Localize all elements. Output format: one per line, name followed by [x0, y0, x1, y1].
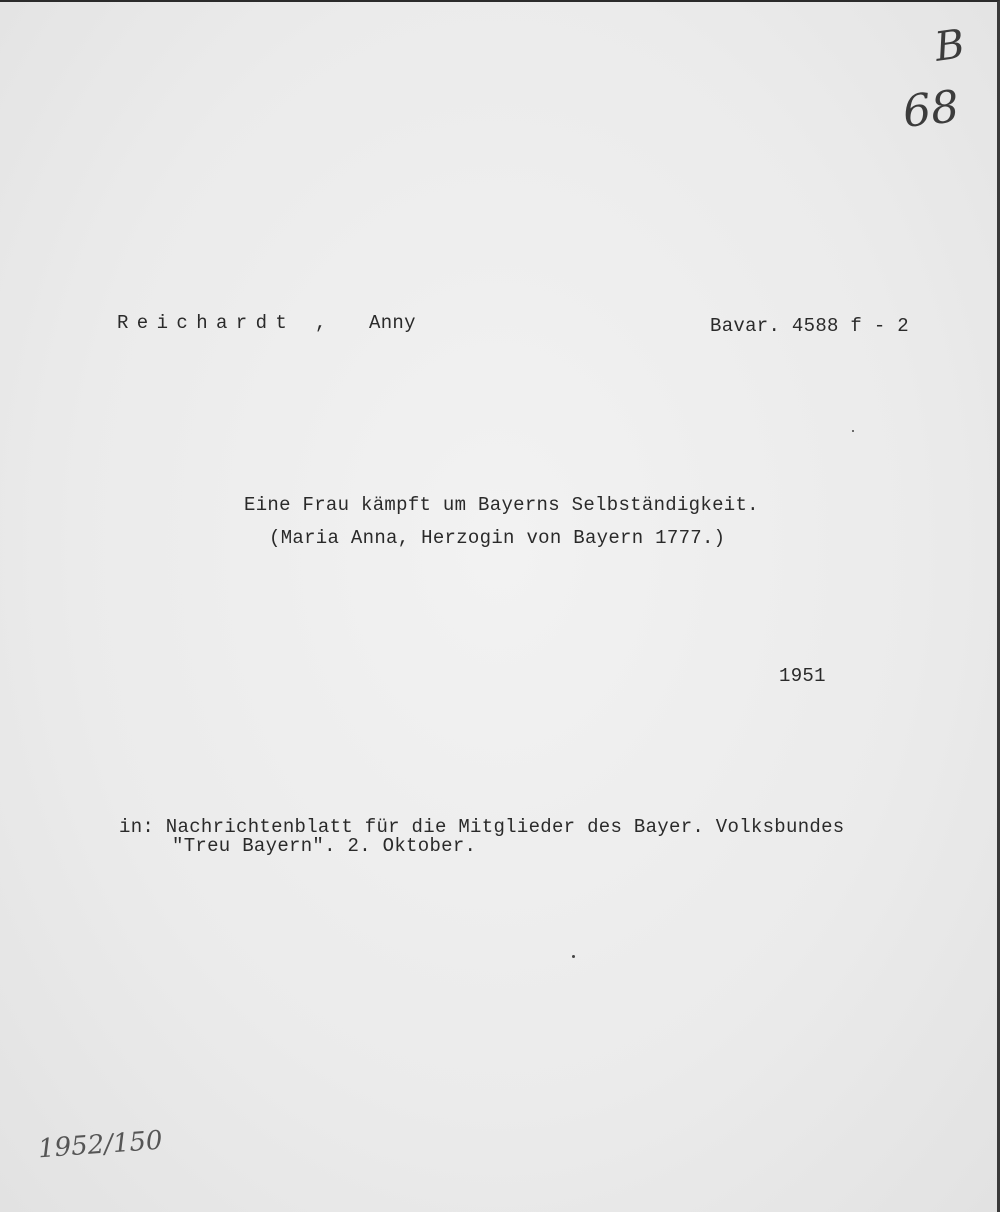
- author-surname: Reichardt ,: [117, 312, 335, 334]
- source-line-2: "Treu Bayern". 2. Oktober.: [172, 835, 477, 857]
- handwritten-mark-top-1: B: [931, 21, 968, 71]
- publication-year: 1951: [779, 665, 826, 687]
- ink-speck: [852, 430, 854, 432]
- shelf-mark: Bavar. 4588 f - 2: [710, 315, 909, 337]
- handwritten-mark-bottom: 1952/150: [37, 1125, 164, 1165]
- title-line-2: (Maria Anna, Herzogin von Bayern 1777.): [269, 527, 726, 549]
- source-line-1: in: Nachrichtenblatt für die Mitglieder des Bayer. Volksbundes: [119, 816, 845, 838]
- handwritten-mark-top-2: 68: [900, 81, 962, 138]
- author-given-name: Anny: [369, 312, 416, 334]
- title-line-1: Eine Frau kämpft um Bayerns Selbständigkeit.: [244, 494, 759, 516]
- ink-speck: [572, 955, 575, 958]
